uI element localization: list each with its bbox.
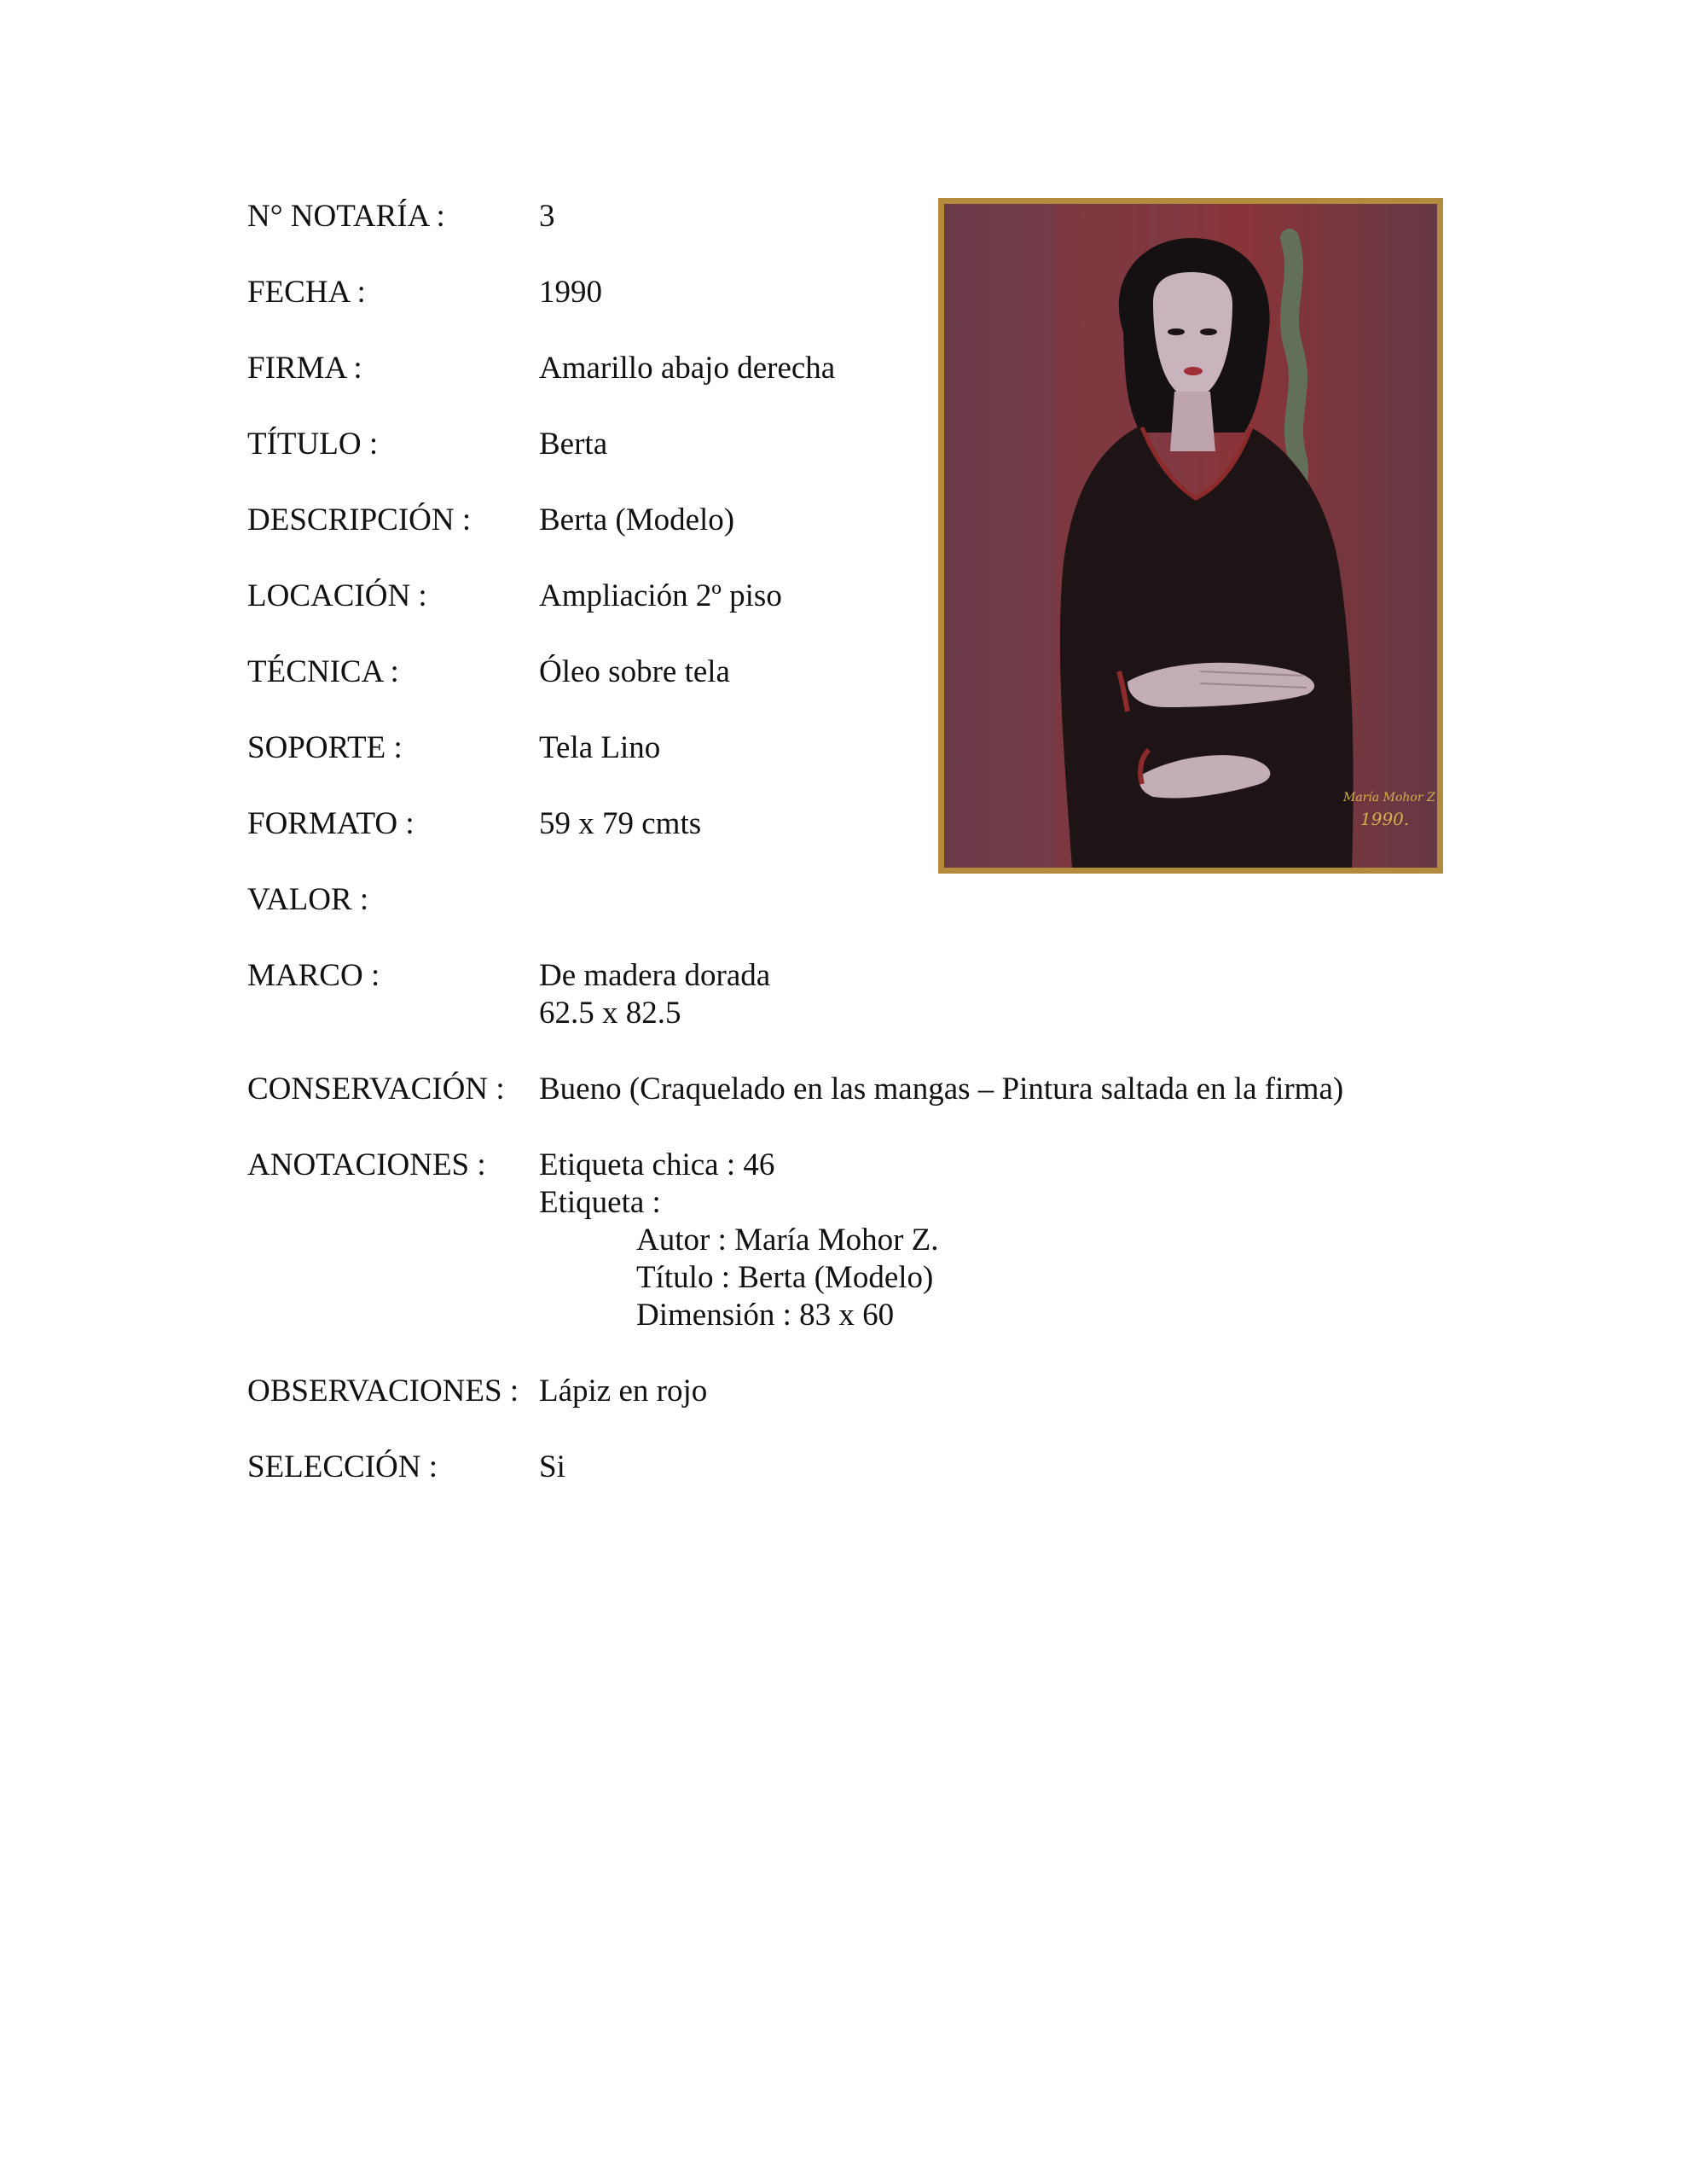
anotaciones-line2: Etiqueta : (539, 1185, 661, 1220)
notaria-value: 3 (539, 199, 555, 234)
notaria-label: N° NOTARÍA : (247, 199, 445, 234)
fecha-label: FECHA : (247, 275, 366, 310)
valor-label: VALOR : (247, 882, 369, 917)
anotaciones-dimension: Dimensión : 83 x 60 (636, 1298, 895, 1333)
firma-label: FIRMA : (247, 351, 362, 386)
soporte-label: SOPORTE : (247, 730, 403, 765)
painting-signature: María Mohor Z (1343, 791, 1435, 804)
locacion-label: LOCACIÓN : (247, 578, 427, 613)
observaciones-label: OBSERVACIONES : (247, 1374, 519, 1409)
conservacion-value: Bueno (Craquelado en las mangas – Pintura saltada en la firma) (539, 1072, 1344, 1107)
seleccion-value: Si (539, 1449, 565, 1484)
anotaciones-label: ANOTACIONES : (247, 1147, 486, 1182)
painting-signature-year: 1990. (1360, 809, 1410, 829)
descripcion-value: Berta (Modelo) (539, 502, 735, 537)
marco-value-line1: De madera dorada (539, 958, 771, 993)
conservacion-label: CONSERVACIÓN : (247, 1072, 505, 1107)
anotaciones-autor: Autor : María Mohor Z. (636, 1223, 939, 1258)
locacion-value: Ampliación 2º piso (539, 578, 782, 613)
firma-value: Amarillo abajo derecha (539, 351, 836, 386)
seleccion-label: SELECCIÓN : (247, 1449, 438, 1484)
fecha-value: 1990 (539, 275, 602, 310)
soporte-value: Tela Lino (539, 730, 661, 765)
descripcion-label: DESCRIPCIÓN : (247, 502, 472, 537)
painting-left-eye (1168, 328, 1185, 335)
painting-right-eye (1200, 328, 1217, 335)
anotaciones-titulo: Título : Berta (Modelo) (636, 1260, 934, 1295)
painting-lips (1184, 367, 1203, 375)
titulo-label: TÍTULO : (247, 427, 379, 462)
formato-label: FORMATO : (247, 806, 415, 841)
titulo-value: Berta (539, 427, 608, 462)
observaciones-value: Lápiz en rojo (539, 1374, 708, 1409)
formato-value: 59 x 79 cmts (539, 806, 702, 841)
marco-value-line2: 62.5 x 82.5 (539, 996, 681, 1031)
painting-neck (1170, 392, 1215, 451)
portrait-illustration (944, 204, 1437, 868)
anotaciones-line1: Etiqueta chica : 46 (539, 1147, 775, 1182)
tecnica-value: Óleo sobre tela (539, 654, 730, 689)
painting-image (938, 198, 1443, 874)
marco-label: MARCO : (247, 958, 380, 993)
tecnica-label: TÉCNICA : (247, 654, 399, 689)
